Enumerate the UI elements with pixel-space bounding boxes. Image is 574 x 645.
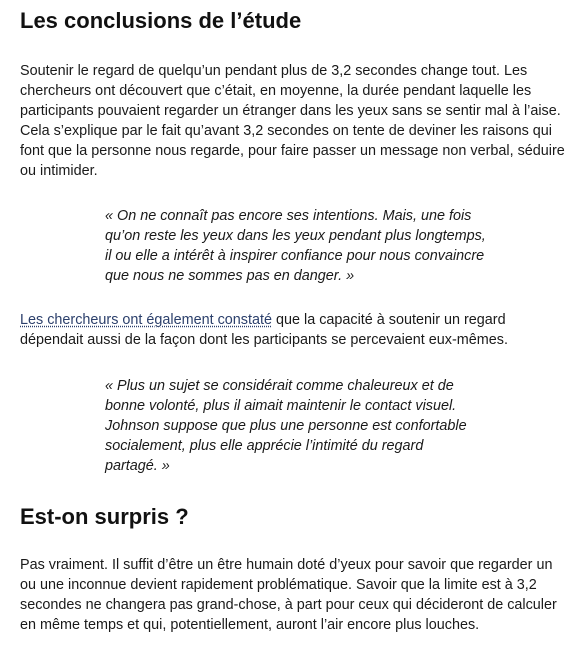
quote-line: « Plus un sujet se considérait comme chaleureux et de [105,378,454,394]
paragraph-regard-duration: Soutenir le regard de quelqu’un pendant plus de 3,2 secondes change tout. Les chercheurs ont découvert que c’était, en moyenne, la durée pendant laquelle les participants pouvaient regarder un étranger dans les yeux sans se sentir mal à l’aise. Cela s’explique par le fait qu’avant 3,2 secondes on tente de deviner les raisons qui font que la personne nous regarde, pour faire passer un message non verbal, séduire ou intimider. [20,63,565,179]
quote-line: bonne volonté, plus il aimait maintenir le contact visuel. [105,398,457,414]
section-heading-surpris: Est-on surpris ? [20,504,189,529]
section-heading-conclusions: Les conclusions de l’étude [20,8,302,33]
quote-line: socialement, plus elle apprécie l’intimité du regard [105,438,424,454]
quote-line: partagé. » [105,458,170,474]
quote-intentions: « On ne connaît pas encore ses intentions. Mais, une fois qu’on reste les yeux dans les yeux pendant plus longtemps, il ou elle a intérêt à inspirer confiance pour nous convaincre que nous ne sommes pas en danger. » [105,208,486,284]
paragraph-perception-text: que la capacité à soutenir un regard dépendait aussi de la façon dont les participants se percevaient eux-mêmes. [20,312,508,348]
quote-chaleureux [105,376,490,476]
paragraph-perception [20,310,568,350]
link-chercheurs-constate[interactable]: Les chercheurs ont également constaté [20,312,272,328]
quote-line: Johnson suppose que plus une personne est confortable [105,418,467,434]
paragraph-pas-vraiment: Pas vraiment. Il suffit d’être un être humain doté d’yeux pour savoir que regarder un ou une inconnue devient rapidement problématique. Savoir que la limite est à 3,2 secondes ne changera pas grand-chose, à part pour ceux qui décideront de calculer en même temps et qui, potentiellement, auront l’air encore plus louches. [20,557,557,633]
